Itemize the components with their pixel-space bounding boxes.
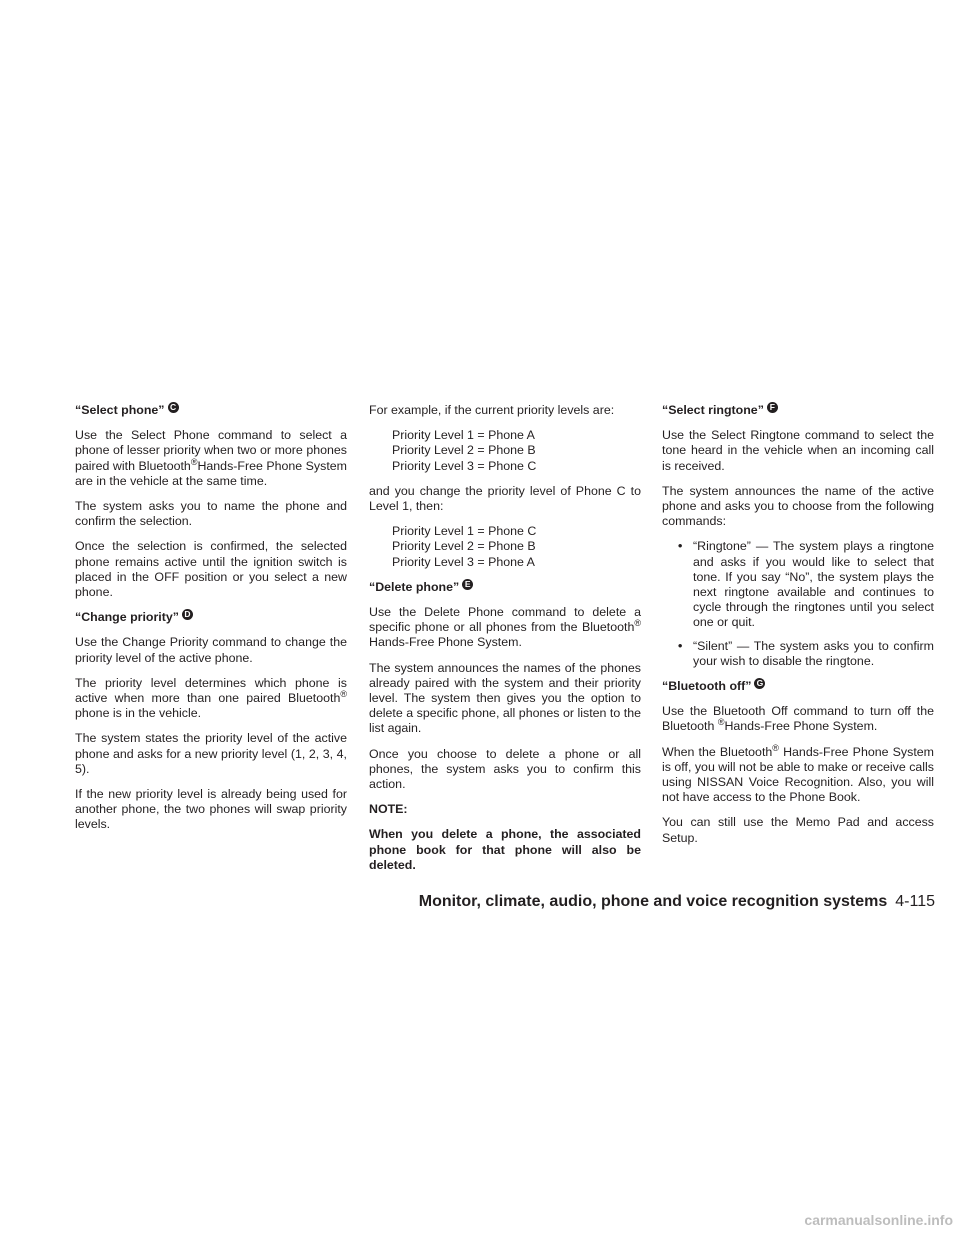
bullet-icon: • [678, 539, 683, 554]
priority-list-before [392, 428, 641, 474]
page-number: 4-115 [895, 893, 935, 910]
paragraph: Once the selection is confirmed, the selected phone remains active until the ignition switch is placed in the OFF position or you select a new phone. [75, 539, 347, 600]
paragraph: and you change the priority level of Phone C to Level 1, then: [369, 483, 641, 514]
paragraph: The system announces the names of the phones already paired with the system and their priority level. The system then gives you the option to delete a specific phone, all phones or listen to the list again. [369, 660, 641, 736]
callout-d-icon: D [182, 609, 193, 620]
section-title: Monitor, climate, audio, phone and voice recognition systems [418, 893, 888, 910]
bullet-icon: • [678, 638, 683, 653]
list-item: Priority Level 3 = Phone C [392, 458, 537, 473]
column-3 [662, 403, 934, 856]
heading-change-priority: “Change priority” D [75, 610, 347, 625]
paragraph: The priority level determines which phone is active when more than one paired Bluetooth® phone is in the vehicle. [75, 675, 347, 721]
list-item: Priority Level 2 = Phone B [392, 443, 536, 458]
paragraph: When the Bluetooth® Hands-Free Phone System is off, you will not be able to make or receive calls using NISSAN Voice Recognition. Also, you will not have access to the Phone Book. [662, 742, 934, 805]
callout-c-icon: C [168, 402, 179, 413]
paragraph: Use the Select Phone command to select a phone of lesser priority when two or more phones paired with Bluetooth®Hands-Free Phone System are in the vehicle at the same time. [75, 428, 347, 488]
heading-delete-phone: “Delete phone” E [369, 580, 641, 595]
watermark: carmanualsonline.info [804, 1212, 953, 1228]
note-label: NOTE: [369, 802, 408, 817]
paragraph: Use the Change Priority command to change the priority level of the active phone. [75, 635, 347, 665]
list-item: Priority Level 2 = Phone B [392, 539, 536, 554]
list-item: Priority Level 1 = Phone C [392, 524, 537, 539]
heading-select-ringtone: “Select ringtone” F [662, 403, 934, 418]
paragraph: The system announces the name of the active phone and asks you to choose from the following commands: [662, 483, 934, 529]
page-footer [419, 893, 935, 911]
note-text: When you delete a phone, the associated phone book for that phone will also be deleted. [369, 827, 641, 872]
command-list [662, 539, 934, 669]
heading-bluetooth-off: “Bluetooth off” G [662, 679, 934, 694]
heading-select-phone: “Select phone” C [75, 403, 347, 418]
priority-list-after [392, 524, 641, 570]
paragraph: Use the Bluetooth Off command to turn off the Bluetooth ®Hands-Free Phone System. [662, 704, 934, 734]
callout-e-icon: E [462, 579, 473, 590]
list-item: • “Silent” — The system asks you to confirm your wish to disable the ringtone. [678, 638, 934, 668]
list-item: • “Ringtone” — The system plays a ringtone and asks if you would like to select that tone. If you say “No”, the system plays the next ringtone available and continues to cycle through the ringtones until you select one or quit. [678, 539, 934, 630]
paragraph: Use the Delete Phone command to delete a specific phone or all phones from the Bluetooth® Hands-Free Phone System. [369, 605, 641, 650]
column-2 [369, 403, 641, 883]
paragraph: The system asks you to name the phone and confirm the selection. [75, 499, 347, 529]
paragraph: If the new priority level is already being used for another phone, the two phones will swap priority levels. [75, 787, 347, 832]
column-1 [75, 403, 347, 843]
list-item: Priority Level 3 = Phone A [392, 554, 535, 569]
list-item: Priority Level 1 = Phone A [392, 428, 535, 443]
callout-g-icon: G [754, 678, 765, 689]
callout-f-icon: F [767, 402, 778, 413]
paragraph: Use the Select Ringtone command to select the tone heard in the vehicle when an incoming call is received. [662, 428, 934, 473]
paragraph: The system states the priority level of the active phone and asks for a new priority level (1, 2, 3, 4, 5). [75, 731, 347, 776]
paragraph: You can still use the Memo Pad and access Setup. [662, 815, 934, 845]
paragraph: Once you choose to delete a phone or all phones, the system asks you to confirm this action. [369, 746, 641, 792]
paragraph: For example, if the current priority levels are: [369, 403, 615, 417]
